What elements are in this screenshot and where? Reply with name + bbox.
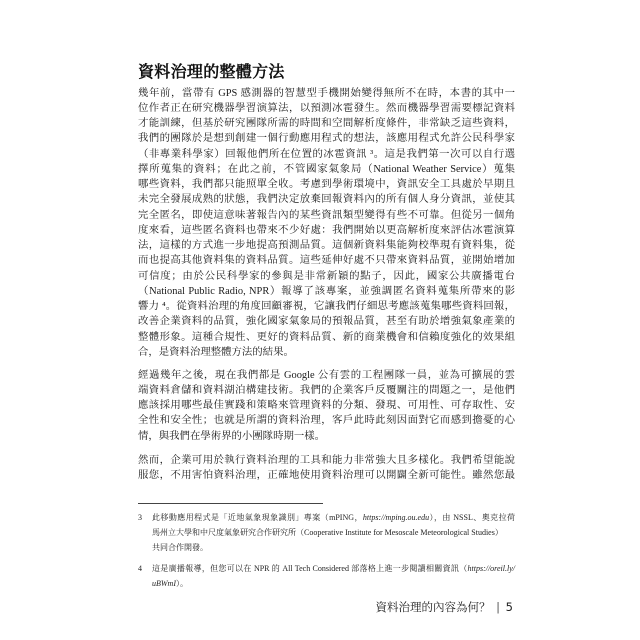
body-paragraph	[138, 86, 515, 361]
body-text-line: （National Public Radio, NPR）報導了該專案，並強調匿名資料蒐集所帶來的影	[138, 285, 515, 297]
footnote-text-segment: 此移動應用程式是「近地氣象現象識別」專案（mPING，	[152, 512, 363, 522]
body-text-line: 響力 ⁴。從資料治理的角度回顧審視，它讓我們仔細思考應該蒐集哪些資料回報，	[138, 301, 515, 312]
body-paragraph	[138, 453, 515, 484]
footnote-divider	[138, 503, 323, 504]
body-text-line: 才能訓練，但基於研究團隊所需的時間和空間解析度條件，非常缺乏這些資料，	[138, 118, 515, 129]
footnote-text	[152, 510, 515, 556]
body-text-line: 哪些資料，我們都只能照單全收。考慮到學術環境中，資訊安全工具處於早期且	[138, 179, 515, 190]
body-text-line: 服您，不用害怕資料治理，正確地使用資料治理可以開闢全新可能性。雖然您最	[138, 469, 515, 481]
section-heading: 資料治理的整體方法	[138, 62, 285, 81]
footnote-text-segment: ）。	[176, 578, 188, 588]
body-text-line: 幾年前，當帶有 GPS 感測器的智慧型手機開始變得無所不在時，本書的其中一	[138, 87, 515, 99]
body-text-line: 全性和安全性；也就是所謂的資料治理，客戶此時此刻因面對它而感到擔憂的心	[138, 415, 515, 427]
footnote-number: 3	[138, 512, 142, 522]
body-text-line: 度來看，這些匿名資料也帶來不少好處：我們開始以更高解析度來評估冰雹演算	[138, 224, 515, 236]
footnote-url: https://oreil.ly/	[467, 563, 515, 573]
footnote-text	[152, 561, 515, 592]
body-text-line: 完全匿名，即使這意味著報告內的某些資訊類型變得有些不可靠。但從另一個角	[138, 209, 515, 221]
body-text-line: 情，與我們在學術界的小團隊時期一樣。	[138, 430, 326, 442]
footnote-text-line	[152, 561, 515, 576]
footnote-url: https://mping.ou.edu	[362, 512, 430, 522]
body-text-line: 位作者正在研究機器學習演算法，以預測冰雹發生。然而機器學習需要標記資料	[138, 102, 515, 114]
footnote-text-line: 馬州立大學和中尺度氣象研究合作研究所（Cooperative Institute for Mesoscale Meteorological Studies）	[152, 527, 503, 537]
body-text-line: 整體形象。這種合規性、更好的資料品質、新的商業機會和信賴度強化的效果組	[138, 331, 515, 343]
body-text-line: 端資料倉儲和資料湖泊構建技術。我們的企業客戶反覆關注的問題之一，是他們	[138, 384, 515, 396]
body-text-line: （非專業科學家）回報他們所在位置的冰雹資訊 ³。這是我們第一次可以自行選	[138, 148, 515, 160]
body-text-line: 法，這樣的方式進一步地提高預測品質。這個新資料集能夠校準現有資料集，從	[138, 240, 515, 251]
body-text-line: 可信度；由於公民科學家的參與是非常新穎的點子，因此，國家公共廣播電台	[138, 270, 515, 282]
body-text-line: 應該採用哪些最佳實踐和策略來管理資料的分類、發現、可用性、可存取性、安	[138, 400, 515, 411]
body-text-line: 未完全發展成熟的狀態，我們決定放棄回報資料內的所有個人身分資訊，並使其	[138, 194, 515, 206]
body-text-line: 我們的團隊於是想到創建一個行動應用程式的想法，該應用程式允許公民科學家	[138, 133, 515, 145]
footnote-text-segment: ），由 NSSL、奧克拉荷	[429, 512, 515, 522]
body-paragraph	[138, 368, 515, 444]
body-text-line: 而也提高其他資料集的資料品質。這些延伸好處不只帶來資料品質，並開始增加	[138, 255, 515, 267]
body-text-line: 然而，企業可用於執行資料治理的工具和能力非常強大且多樣化。我們希望能說	[138, 454, 515, 466]
footnote-text-segment: 這是廣播報導，但您可以在 NPR 的 All Tech Considered 部落格上進一步閱讀相關資訊（	[152, 563, 468, 573]
running-footer-title: 資料治理的內容為何？	[375, 600, 491, 614]
footnote-text-line	[152, 576, 515, 591]
page-footer	[375, 599, 513, 615]
footnote-text-line	[152, 510, 515, 525]
body-text-line: 合，是資料治理整體方法的結果。	[138, 346, 294, 358]
footnote-url: uBWmI	[152, 578, 176, 588]
body-text-line: 經過幾年之後，現在我們都是 Google 公有雲的工程團隊一員，並為可擴展的雲	[138, 369, 515, 381]
footer-separator: |	[496, 600, 501, 614]
body-text-line: 擇所蒐集的資料；在此之前，不管國家氣象局（National Weather Service）蒐集	[138, 163, 515, 175]
footnote-number: 4	[138, 563, 142, 573]
footnote-text-line: 共同合作開發。	[152, 543, 208, 553]
page-number: 5	[505, 600, 513, 614]
body-text-line: 改善企業資料的品質，強化國家氣象局的預報品質，甚至有助於增強氣象產業的	[138, 316, 515, 328]
